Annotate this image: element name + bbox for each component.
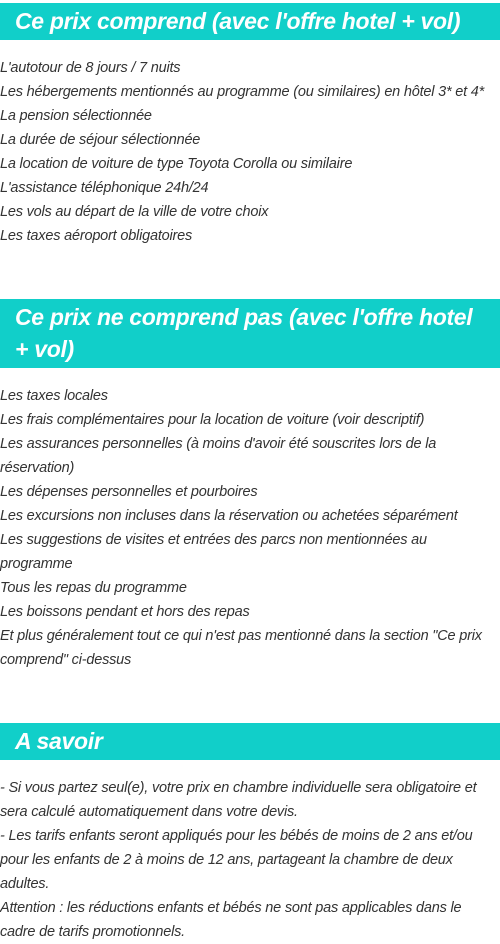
section-a-savoir-title: A savoir (0, 723, 500, 760)
list-item: Les taxes aéroport obligatoires (0, 228, 193, 244)
list-item: Les boissons pendant et hors des repas (0, 604, 250, 620)
list-item: Les suggestions de visites et entrées des parcs non mentionnées au programme (0, 532, 427, 572)
section-included-title: Ce prix comprend (avec l'offre hotel + vol) (0, 3, 500, 40)
section-not-included (0, 299, 500, 672)
list-item: Les assurances personnelles (à moins d'avoir été souscrites lors de la réservation) (0, 436, 437, 476)
section-a-savoir (0, 723, 500, 944)
list-item: La location de voiture de type Toyota Corolla ou similaire (0, 156, 353, 172)
list-item: Les dépenses personnelles et pourboires (0, 484, 258, 500)
list-item: Et plus généralement tout ce qui n'est pas mentionné dans la section "Ce prix comprend" ci-dessus (0, 628, 482, 668)
list-item: Les hébergements mentionnés au programme (ou similaires) en hôtel 3* et 4* (0, 84, 485, 100)
section-included (0, 0, 500, 248)
info-paragraph: Attention : les réductions enfants et bébés ne sont pas applicables dans le cadre de tarifs promotionnels. (0, 900, 462, 940)
list-item: La pension sélectionnée (0, 108, 152, 124)
info-paragraph: - Les tarifs enfants seront appliqués pour les bébés de moins de 2 ans et/ou pour les enfants de 2 à moins de 12 ans, partageant la chambre de deux adultes. (0, 828, 473, 892)
list-item: Les taxes locales (0, 388, 108, 404)
list-item: Les vols au départ de la ville de votre choix (0, 204, 269, 220)
not-included-list (0, 384, 500, 672)
info-paragraph: - Si vous partez seul(e), votre prix en chambre individuelle sera obligatoire et sera calculé automatiquement dans votre devis. (0, 780, 477, 820)
section-not-included-title: Ce prix ne comprend pas (avec l'offre hotel + vol) (0, 299, 500, 368)
list-item: L'autotour de 8 jours / 7 nuits (0, 60, 181, 76)
list-item: Les frais complémentaires pour la location de voiture (voir descriptif) (0, 412, 425, 428)
list-item: Les excursions non incluses dans la réservation ou achetées séparément (0, 508, 458, 524)
list-item: La durée de séjour sélectionnée (0, 132, 201, 148)
included-list (0, 56, 500, 248)
a-savoir-content (0, 776, 500, 944)
list-item: L'assistance téléphonique 24h/24 (0, 180, 209, 196)
list-item: Tous les repas du programme (0, 580, 187, 596)
